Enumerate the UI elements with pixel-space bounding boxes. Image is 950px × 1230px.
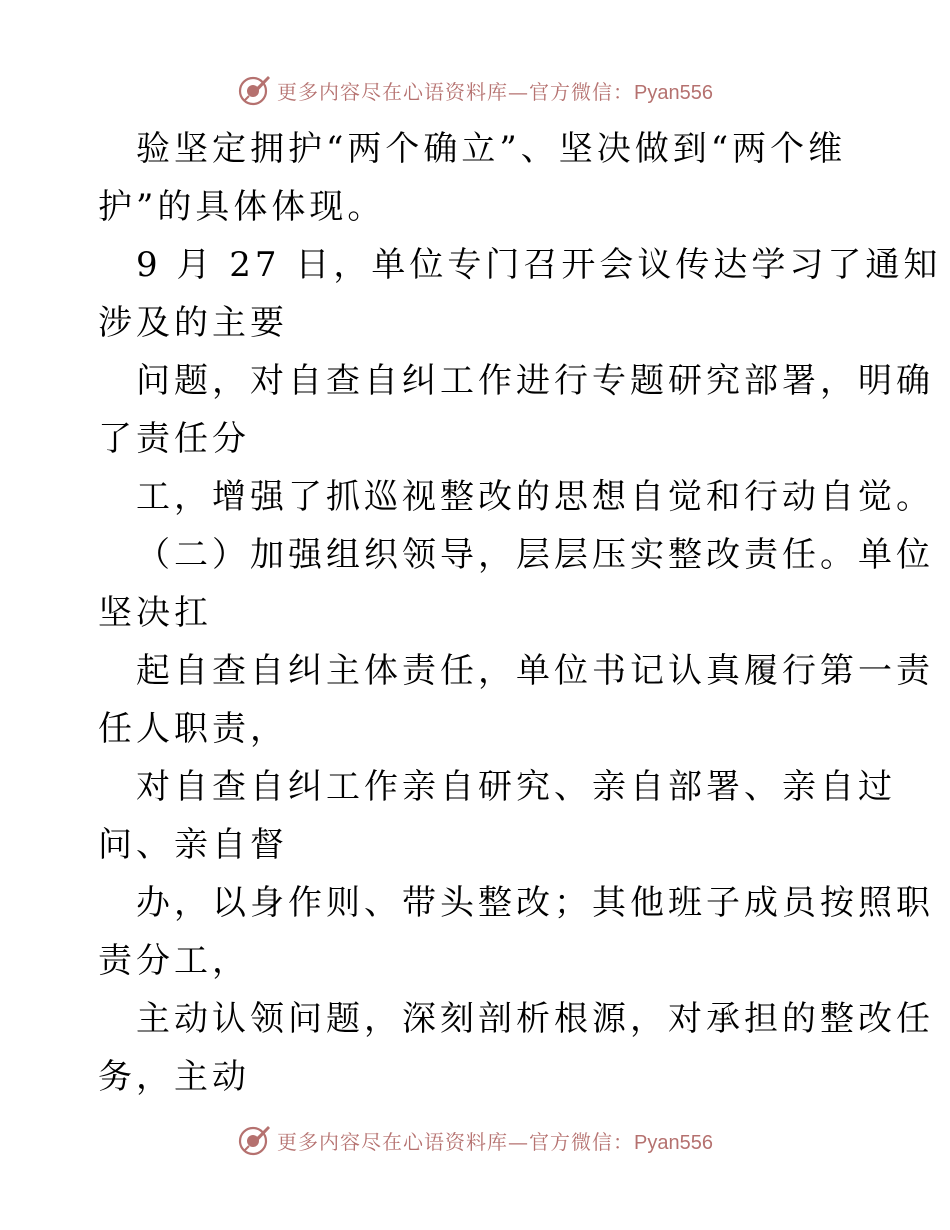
text-line: 务，主动 <box>98 1057 250 1097</box>
watermark-text: 更多内容尽在心语资料库—官方微信：Pyan556 <box>277 79 713 104</box>
text-line: 起自查自纠主体责任，单位书记认真履行第一责 <box>136 651 934 691</box>
text-line: 问题，对自查自纠工作进行专题研究部署，明确 <box>136 361 934 401</box>
text-line: 责分工， <box>98 941 250 981</box>
text-line: 坚决扛 <box>98 593 212 633</box>
watermark-text: 更多内容尽在心语资料库—官方微信：Pyan556 <box>277 1129 713 1154</box>
text-line: 主动认领问题，深刻剖析根源，对承担的整改任 <box>136 999 934 1039</box>
watermark-wechat-id: Pyan556 <box>634 81 713 104</box>
text-line: 验坚定拥护“两个确立”、坚决做到“两个维 <box>136 129 847 169</box>
text-line: 任人职责， <box>98 709 288 749</box>
text-line: 问、亲自督 <box>98 825 288 865</box>
document-body <box>98 120 942 1106</box>
quill-seal-icon <box>237 73 271 107</box>
text-line: 工，增强了抓巡视整改的思想自觉和行动自觉。 <box>136 477 934 517</box>
quill-seal-icon <box>237 1123 271 1157</box>
text-line: 对自查自纠工作亲自研究、亲自部署、亲自过 <box>136 767 896 807</box>
text-line: 护”的具体体现。 <box>98 187 386 227</box>
text-line: 涉及的主要 <box>98 303 288 343</box>
header-watermark <box>0 70 950 110</box>
footer-watermark <box>0 1120 950 1160</box>
text-line: 办，以身作则、带头整改；其他班子成员按照职 <box>136 883 934 923</box>
text-line: （二）加强组织领导，层层压实整改责任。单位 <box>136 535 934 575</box>
watermark-wechat-id: Pyan556 <box>634 1131 713 1154</box>
text-line: 了责任分 <box>98 419 250 459</box>
text-line: 9 月 27 日，单位专门召开会议传达学习了通知 <box>136 245 942 285</box>
